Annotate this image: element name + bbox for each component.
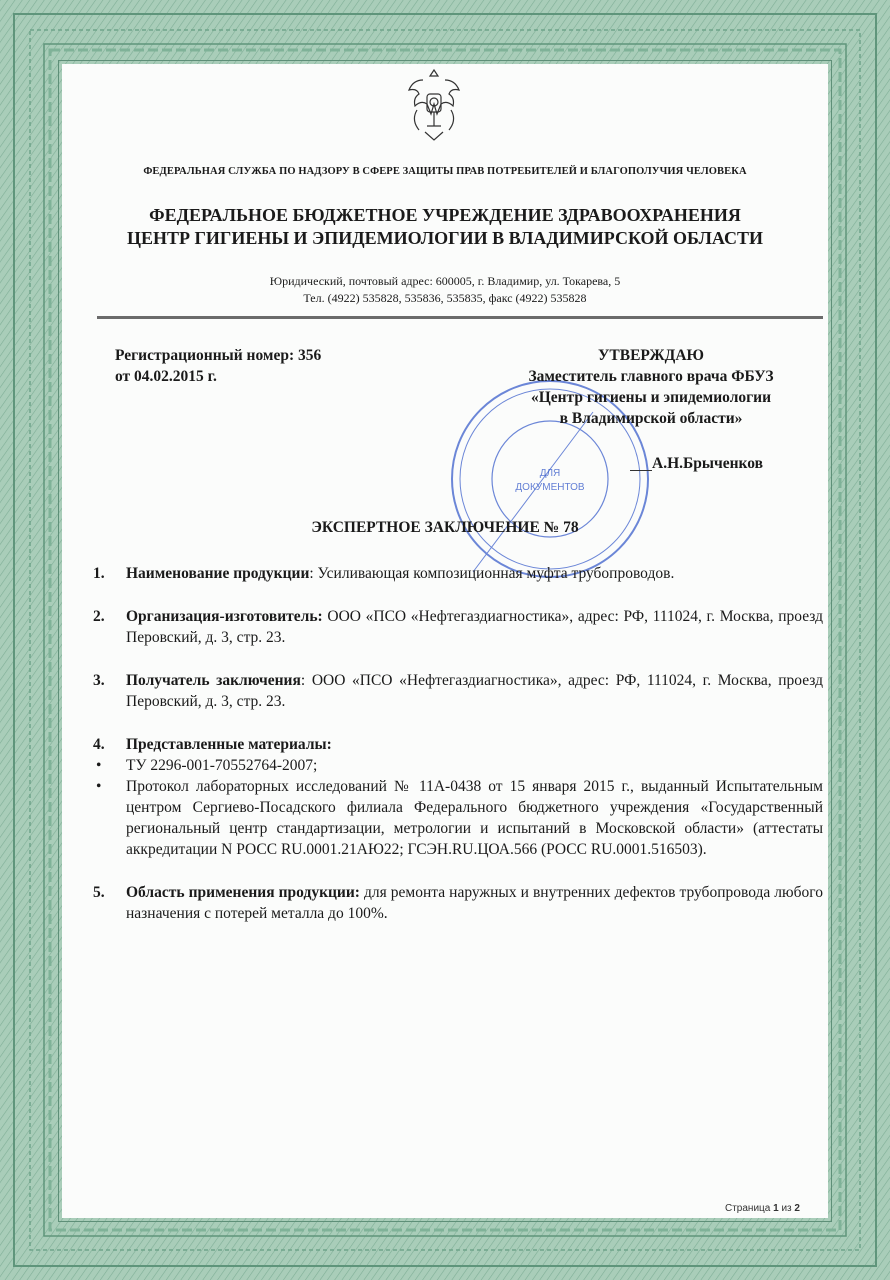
- item-text: для ремонта наружных и внутренних дефектов трубопровода любого назначения с потерей металла до 100%.: [126, 884, 823, 922]
- item-label: Организация-изготовитель:: [126, 608, 323, 625]
- conclusion-items: [93, 563, 823, 946]
- registration-number: Регистрационный номер: 356: [115, 347, 322, 364]
- seal-text-2: ДОКУМЕНТОВ: [515, 482, 585, 493]
- phone-numbers: Тел. (4922) 535828, 535836, 535835, факс (4922) 535828: [303, 291, 587, 305]
- approver-position-2: «Центр гигиены и эпидемиологии: [530, 389, 772, 406]
- header-divider: [97, 316, 823, 319]
- item-label: Область применения продукции:: [126, 884, 360, 901]
- page-total: 2: [794, 1203, 800, 1214]
- signer-name: А.Н.Брыченков: [652, 455, 763, 472]
- material-text: ТУ 2296-001-70552764-2007;: [126, 757, 318, 774]
- item-number: 2.: [93, 608, 105, 625]
- item-number: 1.: [93, 565, 105, 582]
- institution-line-1: ФЕДЕРАЛЬНОЕ БЮДЖЕТНОЕ УЧРЕЖДЕНИЕ ЗДРАВООХРАНЕНИЯ: [149, 205, 741, 225]
- list-item: [93, 734, 823, 860]
- bullet-icon: •: [96, 778, 102, 795]
- page-number: [725, 1203, 800, 1214]
- item-number: 5.: [93, 884, 105, 901]
- approver-position-1: Заместитель главного врача ФБУЗ: [528, 368, 774, 385]
- approval-block: [476, 345, 826, 429]
- material-bullet: [93, 776, 823, 860]
- list-item: [93, 606, 823, 648]
- seal-text-1: ДЛЯ: [539, 468, 561, 479]
- material-text: Протокол лабораторных исследований № 11А-0438 от 15 января 2015 г., выданный Испытательным центром Сергиево-Посадского филиала Федерального бюджетного учреждения «Государственный региональный центр стандартизации, метрологии и испытаний в Московской области» (аттестаты аккредитации N РОСС RU.0001.21АЮ22; ГСЭН.RU.ЦОА.566 (РОСС RU.0001.516503).: [126, 778, 823, 858]
- item-label: Наименование продукции: [126, 565, 310, 582]
- item-number: 3.: [93, 672, 105, 689]
- bullet-icon: •: [96, 757, 102, 774]
- item-label: Представленные материалы:: [126, 736, 332, 753]
- double-headed-eagle-emblem: [403, 66, 465, 144]
- postal-address: Юридический, почтовый адрес: 600005, г. Владимир, ул. Токарева, 5: [269, 274, 621, 288]
- list-item: [93, 670, 823, 712]
- approver-position-3: в Владимирской области»: [559, 410, 743, 427]
- page-label: Страница: [725, 1203, 771, 1214]
- approval-heading: УТВЕРЖДАЮ: [598, 347, 704, 364]
- institution-name: [62, 204, 828, 250]
- page-current: 1: [773, 1203, 779, 1214]
- institution-line-2: ЦЕНТР ГИГИЕНЫ И ЭПИДЕМИОЛОГИИ В ВЛАДИМИРСКОЙ ОБЛАСТИ: [126, 228, 764, 248]
- list-item: [93, 882, 823, 924]
- institution-contacts: [62, 273, 828, 307]
- agency-name: ФЕДЕРАЛЬНАЯ СЛУЖБА ПО НАДЗОРУ В СФЕРЕ ЗАЩИТЫ ПРАВ ПОТРЕБИТЕЛЕЙ И БЛАГОПОЛУЧИЯ ЧЕЛОВЕКА: [143, 166, 747, 177]
- registration-date: от 04.02.2015 г.: [115, 368, 217, 385]
- document-title: ЭКСПЕРТНОЕ ЗАКЛЮЧЕНИЕ № 78: [311, 519, 579, 536]
- item-text: ООО «ПСО «Нефтегаздиагностика», адрес: РФ, 111024, г. Москва, проезд Перовский, д. 3, стр. 23.: [126, 608, 823, 646]
- item-text: : ООО «ПСО «Нефтегаздиагностика», адрес: РФ, 111024, г. Москва, проезд Перовский, д. 3, стр. 23.: [126, 672, 823, 710]
- page-of: из: [781, 1203, 792, 1214]
- list-item: [93, 563, 823, 584]
- item-number: 4.: [93, 736, 105, 753]
- material-bullet: [93, 755, 823, 776]
- item-label: Получатель заключения: [126, 672, 301, 689]
- registration-block: [115, 345, 321, 387]
- signature-line: [630, 470, 652, 471]
- item-text: : Усиливающая композиционная муфта трубопроводов.: [309, 565, 675, 582]
